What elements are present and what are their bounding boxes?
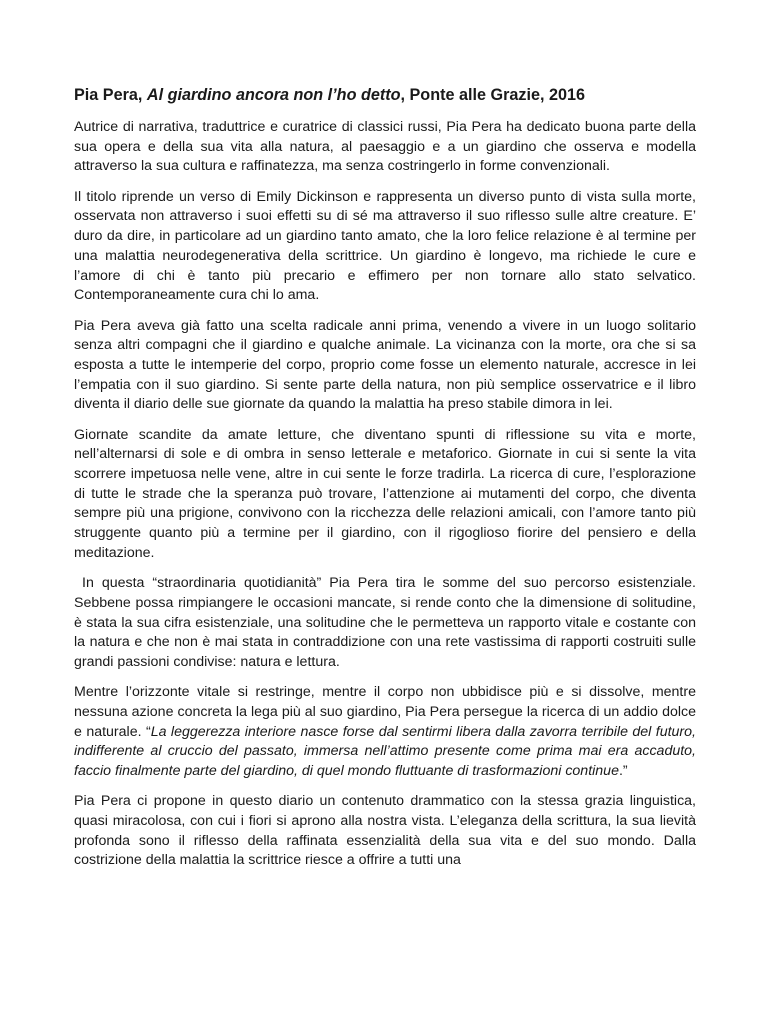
quote-close: .” — [618, 763, 628, 780]
paragraph-7: Pia Pera ci propone in questo diario un contenuto drammatico con la stessa grazia linguistica, quasi miracolosa, con cui i fiori si aprono alla nostra vista. L’eleganza della scrittura, la sua lievità profonda sono il riflesso della raffinata essenzialità della sua vita e del suo mondo. Dalla costrizione della malattia la scrittrice riesce a offrire a tutti una — [74, 793, 696, 869]
paragraph-3: Pia Pera aveva già fatto una scelta radicale anni prima, venendo a vivere in un luogo solitario senza altri compagni che il giardino e qualche animale. La vicinanza con la morte, ora che si sa esposta a tutte le intemperie del corpo, proprio come fosse un elemento naturale, accresce in lei l’empatia con il suo giardino. Si sente parte della natura, non più semplice osservatrice e il libro diventa il diario delle sue giornate da quando la malattia ha preso stabile dimora in lei. — [74, 317, 696, 413]
paragraph-2: Il titolo riprende un verso di Emily Dickinson e rappresenta un diverso punto di vista sulla morte, osservata non attraverso i suoi effetti su di sé ma attraverso il suo riflesso sulle altre creature. E’ duro da dire, in particolare ad un giardino tanto amato, che la loro felice relazione è al termine per una malattia neurodegenerativa della scrittrice. Un giardino è longevo, ma richiede le cure e l’amore di chi è tanto più precario e effimero per non tornare allo stato selvatico. Contemporaneamente cura chi lo ama. — [74, 188, 696, 304]
paragraph-4: Giornate scandite da amate letture, che diventano spunti di riflessione su vita e morte, nell’alternarsi di sole e di ombra in senso letterale e metaforico. Giornate in cui si sente la vita scorrere impetuosa nelle vene, altre in cui sente le forze tradirla. La ricerca di cure, l’esplorazione di tutte le strade che la speranza può trovare, l’attenzione ai mutamenti del corpo, che diventa sempre più una prigione, convivono con la ricchezza delle relazioni amicali, con l’amore tanto più struggente quanto più a termine per il giardino, con il rigoglioso fiorire del pensiero e della meditazione. — [74, 426, 696, 561]
title-book: Al giardino ancora non l’ho detto — [146, 86, 401, 104]
title-publisher: , Ponte alle Grazie, 2016 — [400, 86, 585, 104]
quote-text: La leggerezza interiore nasce forse dal sentirmi libera dalla zavorra terribile del futuro, indifferente al cruccio del passato, immersa nell’attimo presente come prima mai era accaduto, faccio finalmente parte del giardino, di quel mondo fluttuante di trasformazioni continue — [74, 723, 696, 780]
paragraph-6 — [74, 683, 696, 782]
document-page — [74, 84, 700, 882]
document-title — [74, 84, 696, 106]
quote-intro: Mentre l’orizzonte vitale si restringe, mentre il corpo non ubbidisce più e si dissolve, mentre nessuna azione concreta la lega più al suo giardino, Pia Pera persegue la ricerca di un addio dolce e naturale. “ — [74, 684, 696, 740]
paragraph-1: Autrice di narrativa, traduttrice e curatrice di classici russi, Pia Pera ha dedicato buona parte della sua opera e della sua vita alla natura, al paesaggio e a un giardino che osserva e modella attraverso la sua cultura e raffinatezza, ma senza costringerlo in forme convenzionali. — [74, 119, 696, 175]
paragraph-5: In questa “straordinaria quotidianità” Pia Pera tira le somme del suo percorso esistenziale. Sebbene possa rimpiangere le occasioni mancate, si rende conto che la dimensione di solitudine, è stata la sua cifra esistenziale, una solitudine che le permetteva un rapporto vitale e costante con la natura e che non è mai stata in contraddizione con una rete vastissima di rapporti costruiti sulle grandi passioni condivise: natura e lettura. — [74, 575, 700, 670]
title-author: Pia Pera, — [74, 86, 147, 104]
